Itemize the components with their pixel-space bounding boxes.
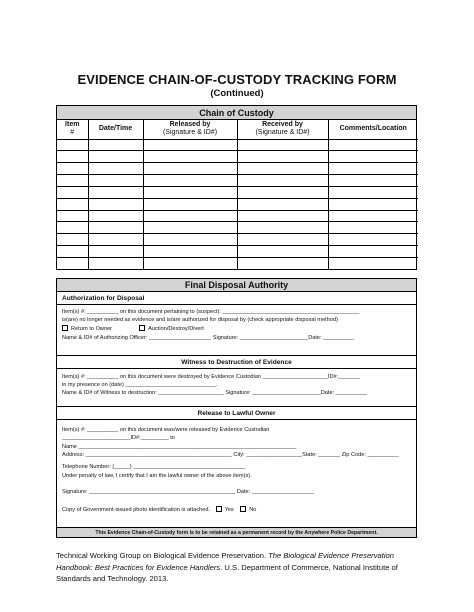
table-cell[interactable] <box>237 175 328 187</box>
citation-authors: Technical Working Group on Biological Evidence Preservation. <box>56 551 269 560</box>
table-row <box>57 163 418 175</box>
table-cell[interactable] <box>143 139 237 151</box>
final-disposal-heading: Final Disposal Authority <box>57 279 416 292</box>
table-cell[interactable] <box>328 139 418 151</box>
table-cell[interactable] <box>57 234 88 246</box>
table-cell[interactable] <box>57 210 88 222</box>
table-cell[interactable] <box>88 246 143 258</box>
table-row <box>57 139 418 151</box>
return-to-owner-label: Return to Owner <box>71 326 113 332</box>
table-cell[interactable] <box>328 186 418 198</box>
table-cell[interactable] <box>57 163 88 175</box>
table-cell[interactable] <box>328 163 418 175</box>
table-cell[interactable] <box>328 246 418 258</box>
table-cell[interactable] <box>143 198 237 210</box>
table-cell[interactable] <box>237 222 328 234</box>
witness-line-items[interactable]: Item(s) #: __________ on this document were destroyed by Evidence Custodian _____________________ID#:_______ <box>62 374 360 380</box>
table-row <box>57 186 418 198</box>
table-cell[interactable] <box>328 257 418 269</box>
table-cell[interactable] <box>88 139 143 151</box>
table-cell[interactable] <box>237 139 328 151</box>
authorization-line-items[interactable]: Item(s) #: __________ on this document pertaining to (suspect): ____________________________________________ <box>62 309 360 315</box>
table-row <box>57 246 418 258</box>
witness-title: Witness to Destruction of Evidence <box>181 359 292 366</box>
table-row <box>57 222 418 234</box>
table-cell[interactable] <box>143 257 237 269</box>
column-label: Released by <box>169 121 211 129</box>
form-title: EVIDENCE CHAIN-OF-CUSTODY TRACKING FORM <box>77 72 397 87</box>
authorization-divider <box>57 304 416 305</box>
release-divider <box>57 419 416 420</box>
photo-id-no-checkbox[interactable] <box>240 506 246 512</box>
table-cell[interactable] <box>237 210 328 222</box>
column-label: Received by <box>262 121 303 129</box>
authorizing-officer-line[interactable]: Name & ID# of Authorizing Officer: ____________________ Signature: ______________________Date: __________ <box>62 335 355 341</box>
table-cell[interactable] <box>57 198 88 210</box>
photo-id-no-label: No <box>249 507 257 513</box>
chain-of-custody-heading: Chain of Custody <box>57 106 416 120</box>
column-label: Comments/Location <box>339 125 407 133</box>
table-cell[interactable] <box>57 139 88 151</box>
table-cell[interactable] <box>143 210 237 222</box>
table-cell[interactable] <box>57 222 88 234</box>
custody-rows <box>57 139 418 269</box>
form-subtitle: (Continued) <box>210 88 264 99</box>
table-cell[interactable] <box>88 198 143 210</box>
table-cell[interactable] <box>237 246 328 258</box>
auction-destroy-label: Auction/Destroy/Divert <box>148 326 204 332</box>
table-cell[interactable] <box>88 210 143 222</box>
table-cell[interactable] <box>57 175 88 187</box>
table-cell[interactable] <box>88 175 143 187</box>
table-cell[interactable] <box>88 163 143 175</box>
release-line-signature[interactable]: Signature: _______________________________________________ Date: ____________________ <box>62 489 314 495</box>
custody-column-header <box>237 120 328 139</box>
disposal-options <box>62 325 204 332</box>
return-to-owner-checkbox[interactable] <box>62 325 68 331</box>
table-cell[interactable] <box>57 257 88 269</box>
citation-title: The Biological Evidence Preservation Handbook: Best Practices for Evidence Handlers <box>56 551 394 572</box>
authorization-title: Authorization for Disposal <box>62 295 145 302</box>
witness-divider-top <box>57 355 416 356</box>
table-cell[interactable] <box>57 186 88 198</box>
table-cell[interactable] <box>237 163 328 175</box>
citation-publisher: . U.S. Department of Commerce, National Institute of Standards and Technology. 2013. <box>56 562 398 583</box>
table-cell[interactable] <box>143 246 237 258</box>
release-line-address[interactable]: Address: _______________________________________________ City: __________________State: _______ Zip Code: __________ <box>62 452 399 458</box>
table-cell[interactable] <box>88 222 143 234</box>
photo-id-yes-label: Yes <box>224 507 234 513</box>
custody-column-header <box>143 120 237 139</box>
table-cell[interactable] <box>88 186 143 198</box>
table-cell[interactable] <box>328 175 418 187</box>
table-cell[interactable] <box>143 151 237 163</box>
photo-id-line <box>62 506 256 513</box>
table-cell[interactable] <box>88 151 143 163</box>
release-line-name[interactable]: Name ______________________________________________________________________ <box>62 444 297 450</box>
table-cell[interactable] <box>237 151 328 163</box>
column-label: Date/Time <box>98 125 133 133</box>
release-line-certify: Under penalty of law, I certify that I am the lawful owner of the above item(s). <box>62 473 252 479</box>
table-cell[interactable] <box>328 151 418 163</box>
witness-line-date[interactable]: in my presence on (date) _____________________________. <box>62 382 218 388</box>
custody-header-row <box>57 120 418 139</box>
table-row <box>57 175 418 187</box>
release-divider-top <box>57 406 416 407</box>
witness-line-signature[interactable]: Name & ID# of Witness to destruction: _____________________ Signature: ______________________Date: __________ <box>62 390 367 396</box>
custody-grid <box>57 120 418 269</box>
table-cell[interactable] <box>237 186 328 198</box>
witness-divider <box>57 368 416 369</box>
chain-of-custody-table <box>56 105 417 270</box>
table-cell[interactable] <box>328 222 418 234</box>
table-cell[interactable] <box>143 186 237 198</box>
table-row <box>57 257 418 269</box>
table-cell[interactable] <box>237 234 328 246</box>
table-cell[interactable] <box>143 163 237 175</box>
table-row <box>57 198 418 210</box>
column-sublabel: (Signature & ID#) <box>255 129 310 137</box>
table-row <box>57 151 418 163</box>
column-sublabel: (Signature & ID#) <box>162 129 218 137</box>
table-cell[interactable] <box>328 210 418 222</box>
release-line-items[interactable]: Item(s) #: __________ on this document was/were released by Evidence Custodian <box>62 427 270 433</box>
release-title: Release to Lawful Owner <box>197 410 276 417</box>
final-disposal-section <box>56 278 417 538</box>
table-cell[interactable] <box>328 198 418 210</box>
custody-column-header <box>88 120 143 139</box>
table-cell[interactable] <box>88 257 143 269</box>
table-cell[interactable] <box>143 175 237 187</box>
custody-column-header <box>57 120 88 139</box>
photo-id-label: Copy of Government-issued photo identification is attached. <box>62 507 211 513</box>
table-cell[interactable] <box>88 234 143 246</box>
custody-column-header <box>328 120 418 139</box>
auction-destroy-checkbox[interactable] <box>139 325 145 331</box>
release-line-custodian[interactable]: ______________________ID#:_________ to <box>62 435 175 441</box>
table-cell[interactable] <box>57 246 88 258</box>
table-cell[interactable] <box>237 198 328 210</box>
table-cell[interactable] <box>143 222 237 234</box>
table-cell[interactable] <box>237 257 328 269</box>
table-cell[interactable] <box>328 234 418 246</box>
citation <box>56 550 426 585</box>
column-sublabel: # <box>70 129 75 137</box>
authorization-line-statement: is(are) no longer needed as evidence and is/are authorized for disposal by (check appropriate disposal method) <box>62 317 338 323</box>
retention-note: This Evidence Chain-of-Custody form is to be retained as a permanent record by the Anywhere Police Department. <box>57 527 416 537</box>
release-line-telephone[interactable]: Telephone Number: (_____) ____________________________________ <box>62 464 246 470</box>
photo-id-yes-checkbox[interactable] <box>216 506 222 512</box>
table-row <box>57 210 418 222</box>
table-cell[interactable] <box>57 151 88 163</box>
table-row <box>57 234 418 246</box>
column-label: Item <box>65 121 80 129</box>
table-cell[interactable] <box>143 234 237 246</box>
